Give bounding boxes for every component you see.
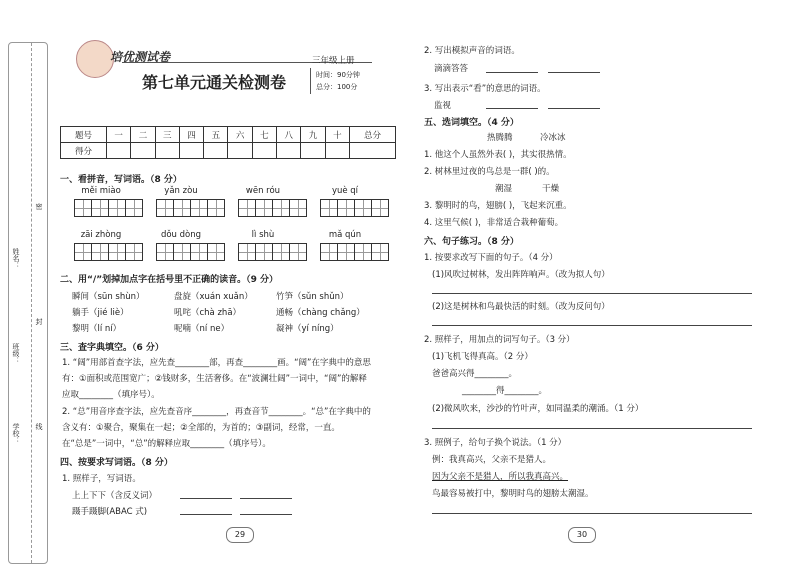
writing-grid[interactable] — [74, 199, 142, 221]
question-line: (2)微风吹来，沙沙的竹叶声，如同温柔的潮涌。（1 分） — [432, 404, 644, 414]
question-line: 例：我真高兴，父亲不是猎人。 — [432, 455, 552, 465]
question-line: 2. 树林里过夜的鸟总是一群( )的。 — [424, 167, 555, 177]
question-line: 4. 这里气候( )，非常适合栽种葡萄。 — [424, 218, 564, 228]
class-label: 班级： — [12, 343, 20, 364]
score-value-row — [61, 143, 396, 159]
word-choice: 干燥 — [542, 184, 560, 194]
score-cell: 八 — [277, 127, 301, 143]
score-cell: 题号 — [61, 127, 107, 143]
score-input-cell[interactable] — [325, 143, 349, 159]
question-line: 在“总是”一词中，“总”的解释应取________（填序号）。 — [62, 439, 271, 449]
score-input-cell[interactable] — [179, 143, 203, 159]
reading-choice[interactable]: 通畅（chàng chǎng） — [276, 308, 365, 318]
answer-line[interactable] — [180, 498, 232, 499]
seal-mark-feng: 封 — [35, 318, 43, 325]
question-line: 蹑手蹑脚(ABAC 式) — [72, 507, 148, 517]
reading-choice[interactable]: 凝神（yí níng） — [276, 324, 339, 334]
page-title: 第七单元通关检测卷 — [142, 73, 287, 92]
score-label-cell: 得分 — [61, 143, 107, 159]
section-5-title: 五、选词填空。（4 分） — [424, 118, 519, 128]
score-input-cell[interactable] — [301, 143, 325, 159]
pinyin-label: měi miào — [81, 186, 121, 196]
score-input-cell[interactable] — [349, 143, 395, 159]
question-line: (1)风吹过树林，发出阵阵响声。（改为拟人句） — [432, 270, 610, 280]
binding-strip — [8, 42, 48, 564]
mascot-icon — [76, 40, 114, 78]
question-line: 应取________（填序号）。 — [62, 390, 160, 400]
question-line: (1)飞机飞得真高。（2 分） — [432, 352, 533, 362]
pinyin-label: wēn róu — [245, 186, 281, 196]
score-cell: 一 — [107, 127, 131, 143]
score-cell: 三 — [155, 127, 179, 143]
pinyin-label: dǒu dòng — [160, 230, 202, 240]
answer-line[interactable] — [486, 72, 538, 73]
example-sentence: 因为父亲不是猎人，所以我真高兴。 — [432, 472, 569, 482]
question-line: 1. “阔”用部首查字法，应先查________部，再查________画。“阔”在字典中的意思 — [62, 358, 371, 368]
score-input-cell[interactable] — [252, 143, 276, 159]
score-cell: 九 — [301, 127, 325, 143]
question-line: 1. 按要求改写下面的句子。（4 分） — [424, 253, 558, 263]
answer-line[interactable] — [432, 513, 752, 514]
score-table — [60, 126, 396, 159]
reading-choice[interactable]: 竹笋（sǔn shǔn） — [276, 292, 349, 302]
writing-grid[interactable] — [238, 199, 306, 221]
name-label: 姓名： — [12, 248, 20, 269]
score-input-cell[interactable] — [228, 143, 252, 159]
word-choice: 潮湿 — [495, 184, 513, 194]
score-cell: 总分 — [349, 127, 395, 143]
section-3-title: 三、查字典填空。（6 分） — [60, 343, 164, 353]
question-line: 1. 照样子，写词语。 — [62, 474, 141, 484]
question-line: 爸爸高兴得________。 — [432, 369, 518, 379]
score-input-cell[interactable] — [131, 143, 155, 159]
reading-choice[interactable]: 盘旋（xuán xuǎn） — [174, 292, 253, 302]
section-2-title: 二、用“/”划掉加点字在括号里不正确的读音。（9 分） — [60, 275, 279, 285]
answer-line[interactable] — [432, 293, 752, 294]
pinyin-label: yǎn zòu — [164, 186, 198, 196]
answer-line[interactable] — [180, 514, 232, 515]
section-6-title: 六、句子练习。（8 分） — [424, 237, 519, 247]
time-label: 时间：90分钟 — [316, 71, 360, 79]
writing-grid[interactable] — [238, 243, 306, 265]
answer-line[interactable] — [548, 108, 600, 109]
score-cell: 六 — [228, 127, 252, 143]
question-line: (2)这是树林和鸟最快活的时刻。（改为反问句） — [432, 302, 610, 312]
pinyin-label: zāi zhòng — [80, 230, 122, 240]
score-input-cell[interactable] — [277, 143, 301, 159]
reading-choice[interactable]: 呢喃（ní ne） — [174, 324, 230, 334]
brand-label: 培优测试卷 — [110, 50, 171, 64]
writing-grid[interactable] — [74, 243, 142, 265]
writing-grid[interactable] — [156, 199, 224, 221]
seal-mark-xian: 线 — [35, 423, 43, 430]
score-input-cell[interactable] — [107, 143, 131, 159]
title-banner — [62, 40, 382, 98]
example-word: 滴滴答答 — [434, 64, 469, 74]
question-line: 鸟最容易被打中，黎明时鸟的翅膀太潮湿。 — [432, 489, 594, 499]
question-line: ________得________。 — [462, 386, 548, 396]
score-header-row — [61, 127, 396, 143]
reading-choice[interactable]: 瞬间（sūn shùn） — [72, 292, 145, 302]
answer-line[interactable] — [432, 325, 752, 326]
question-line: 3. 写出表示“看”的意思的词语。 — [424, 84, 546, 94]
school-label: 学校： — [12, 423, 20, 444]
score-input-cell[interactable] — [155, 143, 179, 159]
question-line: 3. 照例子，给句子换个说法。（1 分） — [424, 438, 567, 448]
reading-choice[interactable]: 黎明（lí ní） — [72, 324, 122, 334]
answer-line[interactable] — [548, 72, 600, 73]
question-line: 1. 他这个人虽然外表( )，其实很热情。 — [424, 150, 572, 160]
section-1-title: 一、看拼音，写词语。（8 分） — [60, 175, 182, 185]
pinyin-label: mǎ qún — [328, 230, 362, 240]
pinyin-label: yuè qí — [331, 186, 359, 196]
question-line: 有：①面积或范围宽广；②钱财多，生活奢侈。在“波澜壮阔”一词中，“阔”的解释 — [62, 374, 367, 384]
seal-mark-mi: 密 — [35, 203, 43, 210]
section-4-title: 四、按要求写词语。（8 分） — [60, 458, 173, 468]
score-cell: 四 — [179, 127, 203, 143]
seal-line — [31, 43, 32, 563]
answer-line[interactable] — [486, 108, 538, 109]
reading-choice[interactable]: 躺手（jié liè） — [72, 308, 129, 318]
answer-line[interactable] — [240, 514, 292, 515]
total-score-label: 总分：100分 — [316, 83, 358, 91]
writing-grid[interactable] — [156, 243, 224, 265]
question-line: 2. 写出模拟声音的词语。 — [424, 46, 520, 56]
score-cell: 七 — [252, 127, 276, 143]
page-number: 30 — [568, 527, 596, 543]
question-line: 2. 照样子，用加点的词写句子。（3 分） — [424, 335, 575, 345]
word-choice: 热腾腾 — [487, 133, 513, 143]
question-line: 3. 黎明时的鸟，翅膀( )，飞起来沉重。 — [424, 201, 572, 211]
score-cell: 五 — [204, 127, 228, 143]
question-line: 2. “总”用音序查字法，应先查音序________，再查音节________。“总”在字典中的 — [62, 407, 371, 417]
grade-label: 三年级上册 — [312, 56, 355, 66]
reading-choice[interactable]: 吼咤（chà zhā） — [174, 308, 242, 318]
example-word: 监视 — [434, 101, 452, 111]
question-line: 含义有：①聚合，聚集在一起；②全部的，为首的；③副词，经常，一直。 — [62, 423, 340, 433]
writing-grid[interactable] — [320, 199, 388, 221]
question-line: 上上下下（含反义词） — [72, 491, 158, 501]
word-choice: 冷冰冰 — [540, 133, 566, 143]
answer-line[interactable] — [432, 428, 752, 429]
page-number: 29 — [226, 527, 254, 543]
pinyin-label: lì shù — [251, 230, 275, 240]
score-cell: 二 — [131, 127, 155, 143]
score-input-cell[interactable] — [204, 143, 228, 159]
writing-grid[interactable] — [320, 243, 388, 265]
score-cell: 十 — [325, 127, 349, 143]
answer-line[interactable] — [240, 498, 292, 499]
